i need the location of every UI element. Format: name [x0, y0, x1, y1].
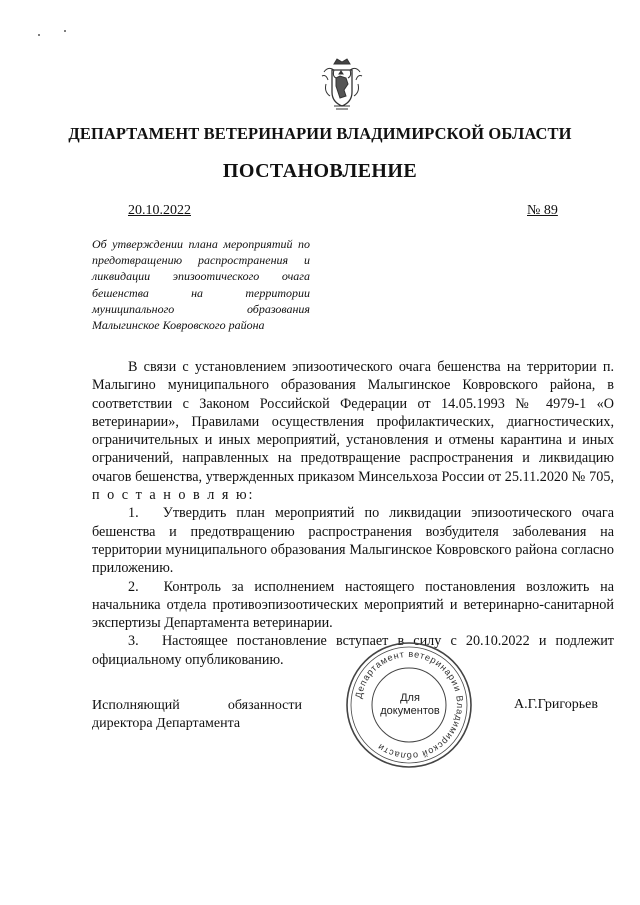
document-body — [92, 358, 614, 669]
scan-speck — [64, 30, 66, 32]
coat-of-arms-emblem — [320, 56, 364, 114]
stamp-center-line-2: документов — [380, 705, 440, 717]
department-title: ДЕПАРТАМЕНТ ВЕТЕРИНАРИИ ВЛАДИМИРСКОЙ ОБЛАСТИ — [68, 124, 572, 143]
signatory-name: А.Г.Григорьев — [514, 697, 598, 712]
signatory-position — [92, 697, 302, 733]
position-line-1: Исполняющий обязанности — [92, 698, 302, 713]
document-number: № 89 — [527, 203, 558, 218]
document-date: 20.10.2022 — [128, 203, 191, 218]
body-intro-text: В связи с установлением эпизоотического очага бешенства на территории п. Малыгино муниципального образования Малыгинское Ковровского района, в соответствии с Законом Российской Федерации от 14.05.1993 № 4979-1 «О ветеринарии», Правилами осуществления профилактических, диагностических, ограничительных и иных мероприятий, установления и отмены карантина и иных ограничений, направленных на предотвращение распространения и ликвидацию очагов бешенства, утвержденных приказом Минсельхоза России от 25.11.2020 № 705, — [92, 359, 614, 485]
stamp-ring-text: Департамент ветеринарии Владимирской области — [353, 648, 466, 762]
body-item-3: 3. Настоящее постановление вступает в силу с 20.10.2022 и подлежит официальному опубликованию. — [92, 633, 614, 668]
document-type-heading: ПОСТАНОВЛЕНИЕ — [222, 160, 418, 182]
position-line-2: директора Департамента — [92, 716, 241, 731]
scan-speck — [38, 34, 40, 36]
body-item-1: 1. Утвердить план мероприятий по ликвидации эпизоотического очага бешенства и предотвращению распространения возбудителя заболевания на территории муниципального образования Малыгинское Ковровского района согласно приложению. — [92, 505, 614, 577]
document-subject: Об утверждении плана мероприятий по предотвращению распространения и ликвидации эпизоотического очага бешенства на территории муниципального образования Малыгинское Ковровского района — [92, 237, 310, 333]
resolve-word: п о с т а н о в л я ю: — [92, 487, 255, 504]
stamp-center-line-1: Для — [400, 692, 420, 704]
body-item-2: 2. Контроль за исполнением настоящего постановления возложить на начальника отдела противоэпизоотических мероприятий и ветеринарно-санитарной экспертизы Департамента ветеринарии. — [92, 578, 614, 632]
body-intro-paragraph — [92, 358, 614, 504]
stamp-center-text — [378, 692, 442, 718]
